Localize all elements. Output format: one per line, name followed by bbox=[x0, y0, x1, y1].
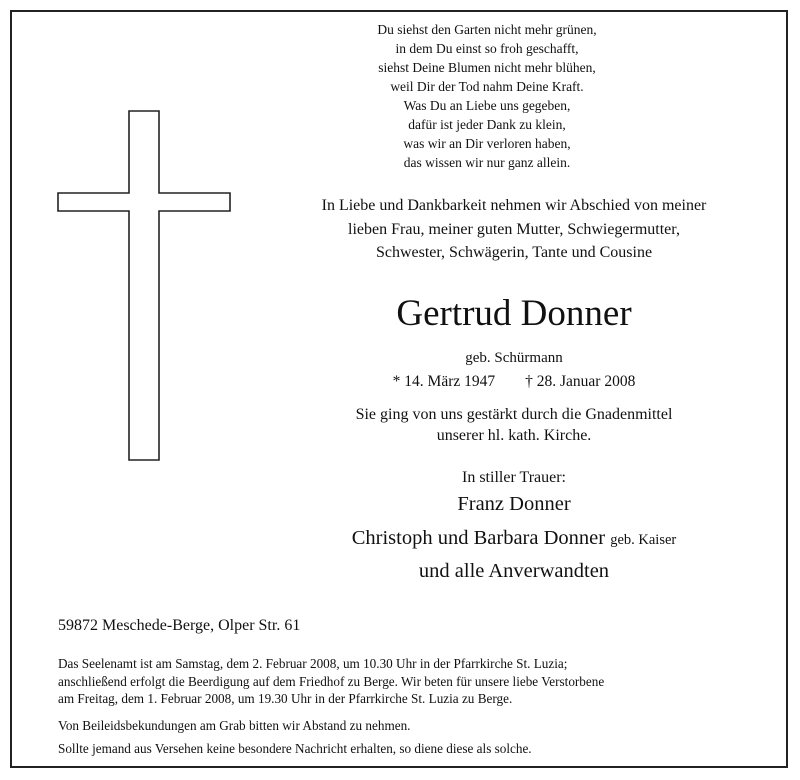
intro-line: lieben Frau, meiner guten Mutter, Schwiegermutter, bbox=[348, 220, 680, 238]
condolence-note: Von Beileidsbekundungen am Grab bitten wir Abstand zu nehmen. bbox=[58, 718, 411, 733]
faith-line: unserer hl. kath. Kirche. bbox=[436, 427, 592, 444]
poem bbox=[342, 20, 632, 172]
service-line: am Freitag, dem 1. Februar 2008, um 19.30 Uhr in der Pfarrkirche St. Luzia zu Berge. bbox=[58, 691, 513, 706]
life-dates bbox=[274, 372, 754, 392]
notice-note: Sollte jemand aus Versehen keine besondere Nachricht erhalten, so diene diese als solche. bbox=[58, 741, 532, 756]
mourner-birth-name: geb. Kaiser bbox=[610, 532, 677, 548]
birth-date: * 14. März 1947 bbox=[392, 373, 496, 390]
farewell-intro bbox=[274, 194, 754, 265]
poem-line: Du siehst den Garten nicht mehr grünen, bbox=[377, 22, 597, 37]
faith-statement bbox=[274, 404, 754, 446]
service-line: Das Seelenamt ist am Samstag, dem 2. Februar 2008, um 10.30 Uhr in der Pfarrkirche St. Luzia; bbox=[58, 656, 568, 671]
deceased-name: Gertrud Donner bbox=[396, 293, 632, 334]
mourner-line: und alle Anverwandten bbox=[418, 560, 610, 582]
faith-line: Sie ging von uns gestärkt durch die Gnadenmittel bbox=[355, 406, 673, 423]
mourners-label: In stiller Trauer: bbox=[462, 469, 566, 486]
poem-line: das wissen wir nur ganz allein. bbox=[403, 155, 571, 170]
service-line: anschließend erfolgt die Beerdigung auf dem Friedhof zu Berge. Wir beten für unsere liebe Verstorbene bbox=[58, 673, 605, 689]
intro-line: In Liebe und Dankbarkeit nehmen wir Abschied von meiner bbox=[321, 197, 707, 214]
intro-line: Schwester, Schwägerin, Tante und Cousine bbox=[375, 244, 653, 261]
poem-line: in dem Du einst so froh geschafft, bbox=[395, 41, 579, 56]
poem-line: siehst Deine Blumen nicht mehr blühen, bbox=[378, 60, 596, 75]
death-date: † 28. Januar 2008 bbox=[525, 373, 636, 390]
poem-line: dafür ist jeder Dank zu klein, bbox=[408, 117, 566, 132]
birth-name: geb. Schürmann bbox=[465, 350, 563, 366]
mourner-line: Franz Donner bbox=[457, 493, 571, 515]
poem-line: Was Du an Liebe uns gegeben, bbox=[403, 98, 571, 113]
obituary-frame bbox=[10, 10, 788, 768]
cross-icon bbox=[56, 110, 232, 462]
mourner-line bbox=[274, 525, 754, 553]
mourner-names: Christoph und Barbara Donner bbox=[351, 527, 606, 549]
poem-line: weil Dir der Tod nahm Deine Kraft. bbox=[390, 79, 584, 94]
service-info bbox=[58, 655, 778, 708]
address: 59872 Meschede-Berge, Olper Str. 61 bbox=[58, 617, 301, 634]
poem-line: was wir an Dir verloren haben, bbox=[403, 136, 571, 151]
